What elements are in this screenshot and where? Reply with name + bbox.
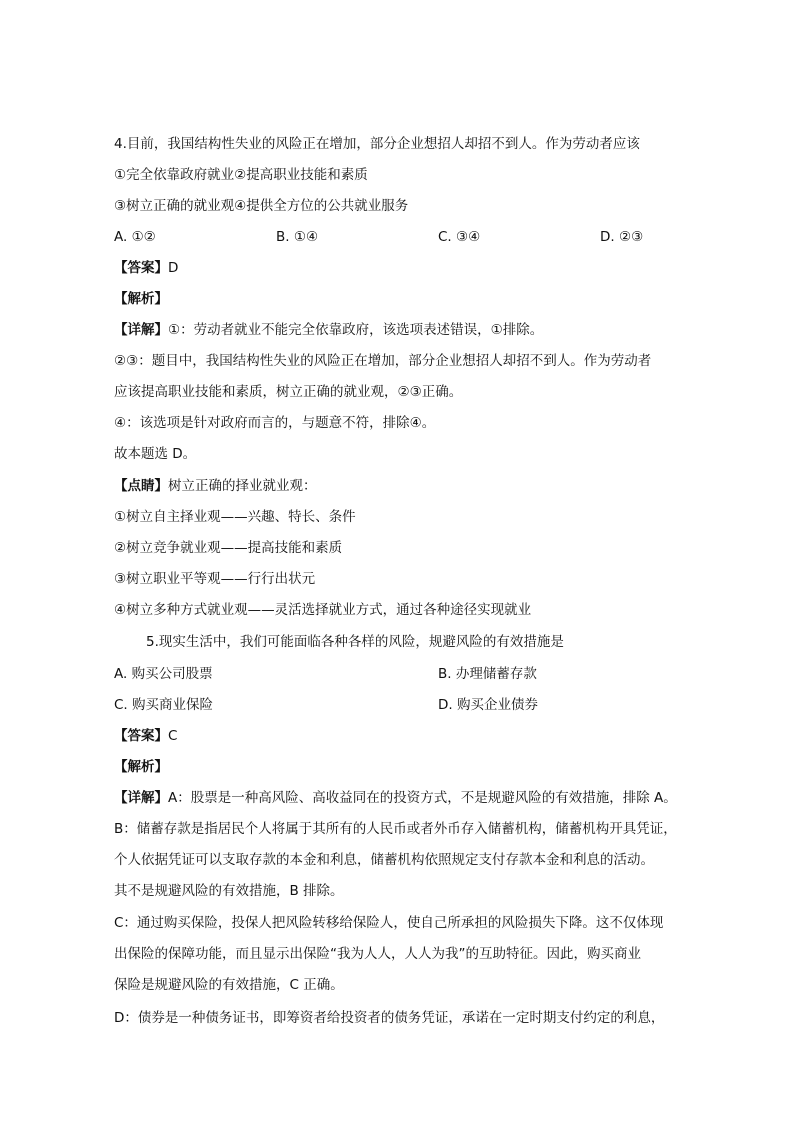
q5-detail-c1: C：通过购买保险，投保人把风险转移给保险人，使自己所承担的风险损失下降。这不仅体现	[114, 915, 664, 931]
q5-option-d: D. 购买企业债券	[438, 697, 538, 713]
q5-detail-b1: B：储蓄存款是指居民个人将属于其所有的人民币或者外币存入储蓄机构，储蓄机构开具凭证，	[114, 821, 677, 837]
q5-detail-c3: 保险是规避风险的有效措施，C 正确。	[114, 977, 344, 993]
q4-analysis-heading	[114, 289, 168, 309]
q4-option-c: C. ③④	[438, 229, 481, 245]
detail-tag: 【详解】	[114, 790, 168, 806]
q4-tip-3: ③树立职业平等观——行行出状元	[114, 571, 316, 587]
detail-text: A：股票是一种高风险、高收益同在的投资方式，不是规避风险的有效措施，排除 A。	[168, 790, 677, 806]
detail-tag: 【详解】	[114, 322, 168, 338]
q5-option-a: A. 购买公司股票	[114, 666, 213, 682]
q4-stem: 4.目前，我国结构性失业的风险正在增加，部分企业想招人却招不到人。作为劳动者应该	[114, 136, 640, 152]
q4-tip-1: ①树立自主择业观——兴趣、特长、条件	[114, 509, 356, 525]
q5-detail-b3: 其不是规避风险的有效措施，B 排除。	[114, 883, 344, 899]
q4-detail-1	[114, 320, 543, 340]
tip-title: 树立正确的择业就业观：	[168, 478, 317, 494]
tip-tag: 【点睛】	[114, 478, 168, 494]
answer-tag: 【答案】	[114, 260, 168, 276]
analysis-tag: 【解析】	[114, 759, 168, 775]
q4-items-line1: ①完全依靠政府就业②提高职业技能和素质	[114, 167, 368, 183]
analysis-tag: 【解析】	[114, 291, 168, 307]
q5-option-c: C. 购买商业保险	[114, 697, 214, 713]
q4-tip-2: ②树立竞争就业观——提高技能和素质	[114, 540, 343, 556]
q4-detail-4: ④：该选项是针对政府而言的，与题意不符，排除④。	[114, 415, 436, 431]
q5-detail-c2: 出保险的保障功能，而且显示出保险“我为人人，人人为我”的互助特征。因此，购买商业	[114, 946, 641, 962]
q5-answer	[114, 726, 177, 746]
answer-tag: 【答案】	[114, 728, 168, 744]
q4-detail-5: 故本题选 D。	[114, 446, 197, 462]
q5-detail-b2: 个人依据凭证可以支取存款的本金和利息，储蓄机构依照规定支付存款本金和利息的活动。	[114, 852, 654, 868]
q4-option-a: A. ①②	[114, 229, 156, 245]
answer-value: D	[168, 260, 179, 276]
answer-value: C	[168, 728, 178, 744]
q5-option-b: B. 办理储蓄存款	[438, 666, 537, 682]
q4-option-d: D. ②③	[600, 229, 644, 245]
q4-tip-4: ④树立多种方式就业观——灵活选择就业方式，通过各种途径实现就业	[114, 602, 532, 618]
q4-detail-3: 应该提高职业技能和素质，树立正确的就业观，②③正确。	[114, 384, 463, 400]
q5-detail-d1: D：债券是一种债务证书，即筹资者给投资者的债务凭证，承诺在一定时期支付约定的利息，	[114, 1010, 665, 1026]
q4-option-b: B. ①④	[276, 229, 319, 245]
q4-tip-heading	[114, 476, 317, 496]
q4-answer	[114, 258, 178, 278]
q4-detail-2: ②③：题目中，我国结构性失业的风险正在增加，部分企业想招人却招不到人。作为劳动者	[114, 353, 652, 369]
detail-text: ①：劳动者就业不能完全依靠政府，该选项表述错误，①排除。	[168, 322, 544, 338]
q4-items-line2: ③树立正确的就业观④提供全方位的公共就业服务	[114, 198, 409, 214]
q5-analysis-heading	[114, 757, 168, 777]
q5-detail-a	[114, 788, 677, 808]
q5-stem: 5.现实生活中，我们可能面临各种各样的风险，规避风险的有效措施是	[146, 634, 564, 650]
